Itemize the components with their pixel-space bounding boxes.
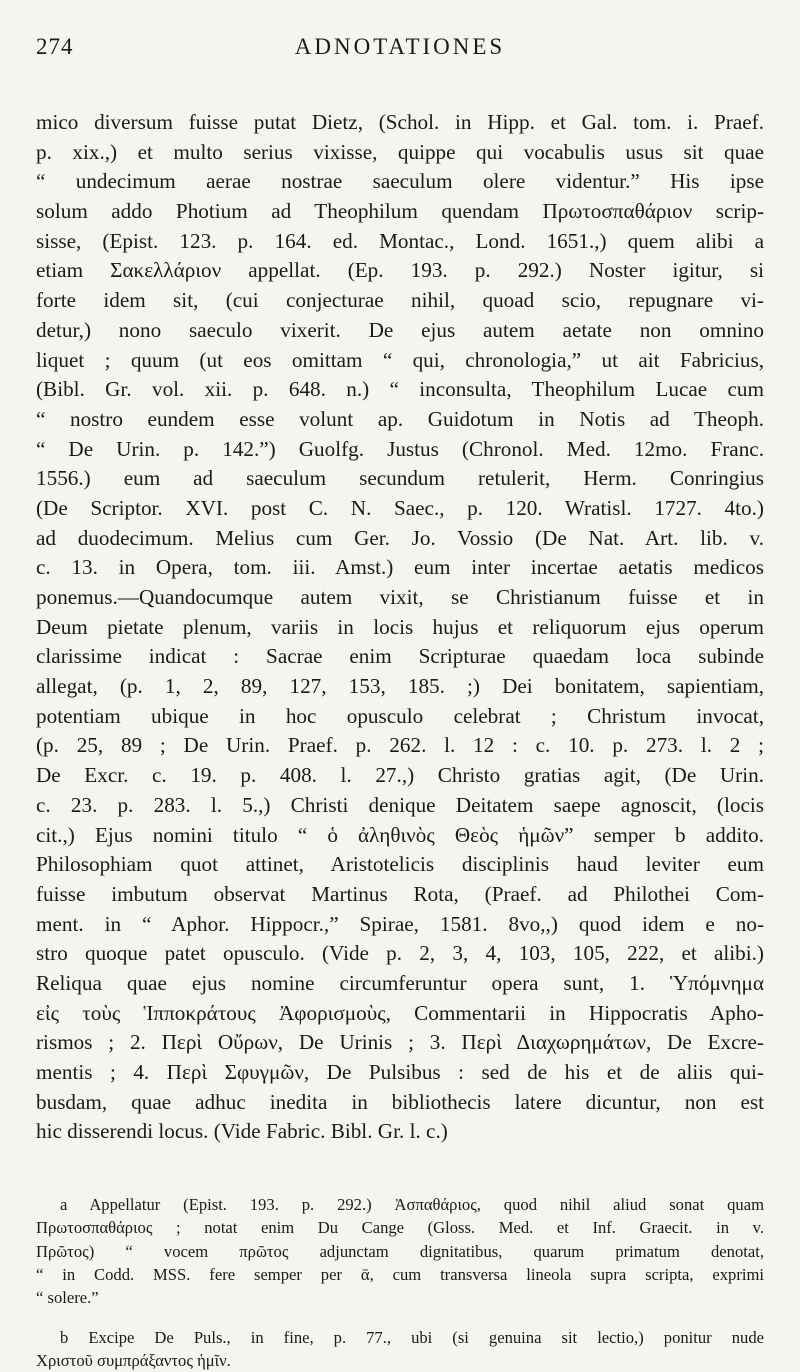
footnote-line: “ in Codd. MSS. fere semper per ᾱ, cum transversa lineola supra scripta, exprimi xyxy=(36,1264,764,1284)
page-header xyxy=(36,34,764,74)
text-line: “ undecimum aerae nostrae saeculum olere videntur.” His ipse xyxy=(36,169,764,194)
page-number: 274 xyxy=(36,34,74,59)
footnote-line: a Appellatur (Epist. 193. p. 292.) Ἀσπαθάριος, quod nihil aliud sonat quam xyxy=(60,1195,764,1215)
text-line: Deum pietate plenum, variis in locis hujus et reliquorum ejus operum xyxy=(36,614,764,639)
text-line: ment. in “ Aphor. Hippocr.,” Spirae, 1581. 8vo,,) quod idem e no- xyxy=(36,911,764,936)
footnote-b xyxy=(36,1326,764,1372)
text-line: clarissime indicat : Sacrae enim Scripturae quaedam loca subinde xyxy=(36,644,764,669)
text-line: detur,) nono saeculo vixerit. De ejus autem aetate non omnino xyxy=(36,317,764,342)
text-line: p. xix.,) et multo serius vixisse, quippe qui vocabulis usus sit quae xyxy=(36,139,764,164)
text-line: fuisse imbutum observat Martinus Rota, (Praef. ad Philothei Com- xyxy=(36,881,764,906)
text-line: liquet ; quum (ut eos omittam “ qui, chronologia,” ut ait Fabricius, xyxy=(36,347,764,372)
text-line: allegat, (p. 1, 2, 89, 127, 153, 185. ;) Dei bonitatem, sapientiam, xyxy=(36,674,764,699)
main-text xyxy=(36,108,764,1147)
text-line: hic disserendi locus. (Vide Fabric. Bibl. Gr. l. c.) xyxy=(36,1119,448,1144)
text-line: 1556.) eum ad saeculum secundum retulerit, Herm. Conringius xyxy=(36,466,764,491)
text-line: busdam, quae adhuc inedita in bibliothecis latere dicuntur, non est xyxy=(36,1089,764,1114)
text-line: rismos ; 2. Περὶ Οὔρων, De Urinis ; 3. Περὶ Διαχωρημάτων, De Excre- xyxy=(36,1030,764,1055)
text-line: mentis ; 4. Περὶ Σφυγμῶν, De Pulsibus : sed de his et de aliis qui- xyxy=(36,1060,764,1084)
text-line: ponemus.—Quandocumque autem vixit, se Christianum fuisse et in xyxy=(36,585,764,609)
text-line: forte idem sit, (cui conjecturae nihil, quoad scio, repugnare vi- xyxy=(36,288,764,313)
footnote-line: Χριστοῦ συμπράξαντος ἡμῖν. xyxy=(36,1350,231,1370)
text-line: “ De Urin. p. 142.”) Guolfg. Justus (Chronol. Med. 12mo. Franc. xyxy=(36,436,764,461)
text-line: Philosophiam quot attinet, Aristotelicis disciplinis haud leviter eum xyxy=(36,852,764,877)
text-line: “ nostro eundem esse volunt ap. Guidotum in Notis ad Theoph. xyxy=(36,406,764,431)
footnote-line: Πρωτοσπαθάριος ; notat enim Du Cange (Gloss. Med. et Inf. Graecit. in v. xyxy=(36,1218,764,1238)
text-line: stro quoque patet opusculo. (Vide p. 2, 3, 4, 103, 105, 222, et alibi.) xyxy=(36,941,764,966)
text-line: solum addo Photium ad Theophilum quendam Πρωτοσπαθάριον scrip- xyxy=(36,199,764,224)
footnote-line: “ solere.” xyxy=(36,1288,99,1308)
text-line: (p. 25, 89 ; De Urin. Praef. p. 262. l. 12 : c. 10. p. 273. l. 2 ; xyxy=(36,733,764,758)
text-line: c. 23. p. 283. l. 5.,) Christi denique Deitatem saepe agnoscit, (locis xyxy=(36,792,764,817)
footnote-line: b Excipe De Puls., in fine, p. 77., ubi (si genuina sit lectio,) ponitur nude xyxy=(60,1327,764,1347)
text-line: Reliqua quae ejus nomine circumferuntur opera sunt, 1. Ὑπόμνημα xyxy=(36,970,764,995)
text-line: etiam Σακελλάριον appellat. (Ep. 193. p. 292.) Noster igitur, si xyxy=(36,258,764,283)
running-title: ADNOTATIONES xyxy=(294,34,506,59)
footnote-line: Πρῶτος) “ vocem πρῶτος adjunctam dignitatibus, quarum primatum denotat, xyxy=(36,1241,764,1261)
text-line: εἰς τοὺς Ἱπποκράτους Ἀφορισμοὺς, Commentarii in Hippocratis Apho- xyxy=(36,1000,764,1025)
text-line: sisse, (Epist. 123. p. 164. ed. Montac., Lond. 1651.,) quem alibi a xyxy=(36,228,764,253)
text-line: mico diversum fuisse putat Dietz, (Schol. in Hipp. et Gal. tom. i. Praef. xyxy=(36,110,764,134)
text-line: De Excr. c. 19. p. 408. l. 27.,) Christo gratias agit, (De Urin. xyxy=(36,763,764,788)
footnote-a xyxy=(36,1193,764,1309)
text-line: c. 13. in Opera, tom. iii. Amst.) eum inter incertae aetatis medicos xyxy=(36,555,764,580)
text-line: (De Scriptor. XVI. post C. N. Saec., p. 120. Wratisl. 1727. 4to.) xyxy=(36,495,764,520)
text-line: cit.,) Ejus nomini titulo “ ὁ ἀληθινὸς Θεὸς ἡμῶν” semper b addito. xyxy=(36,822,764,847)
text-line: (Bibl. Gr. vol. xii. p. 648. n.) “ inconsulta, Theophilum Lucae cum xyxy=(36,377,764,402)
footnotes xyxy=(36,1193,764,1372)
text-line: potentiam ubique in hoc opusculo celebrat ; Christum invocat, xyxy=(36,703,764,728)
text-line: ad duodecimum. Melius cum Ger. Jo. Vossio (De Nat. Art. lib. v. xyxy=(36,525,764,550)
